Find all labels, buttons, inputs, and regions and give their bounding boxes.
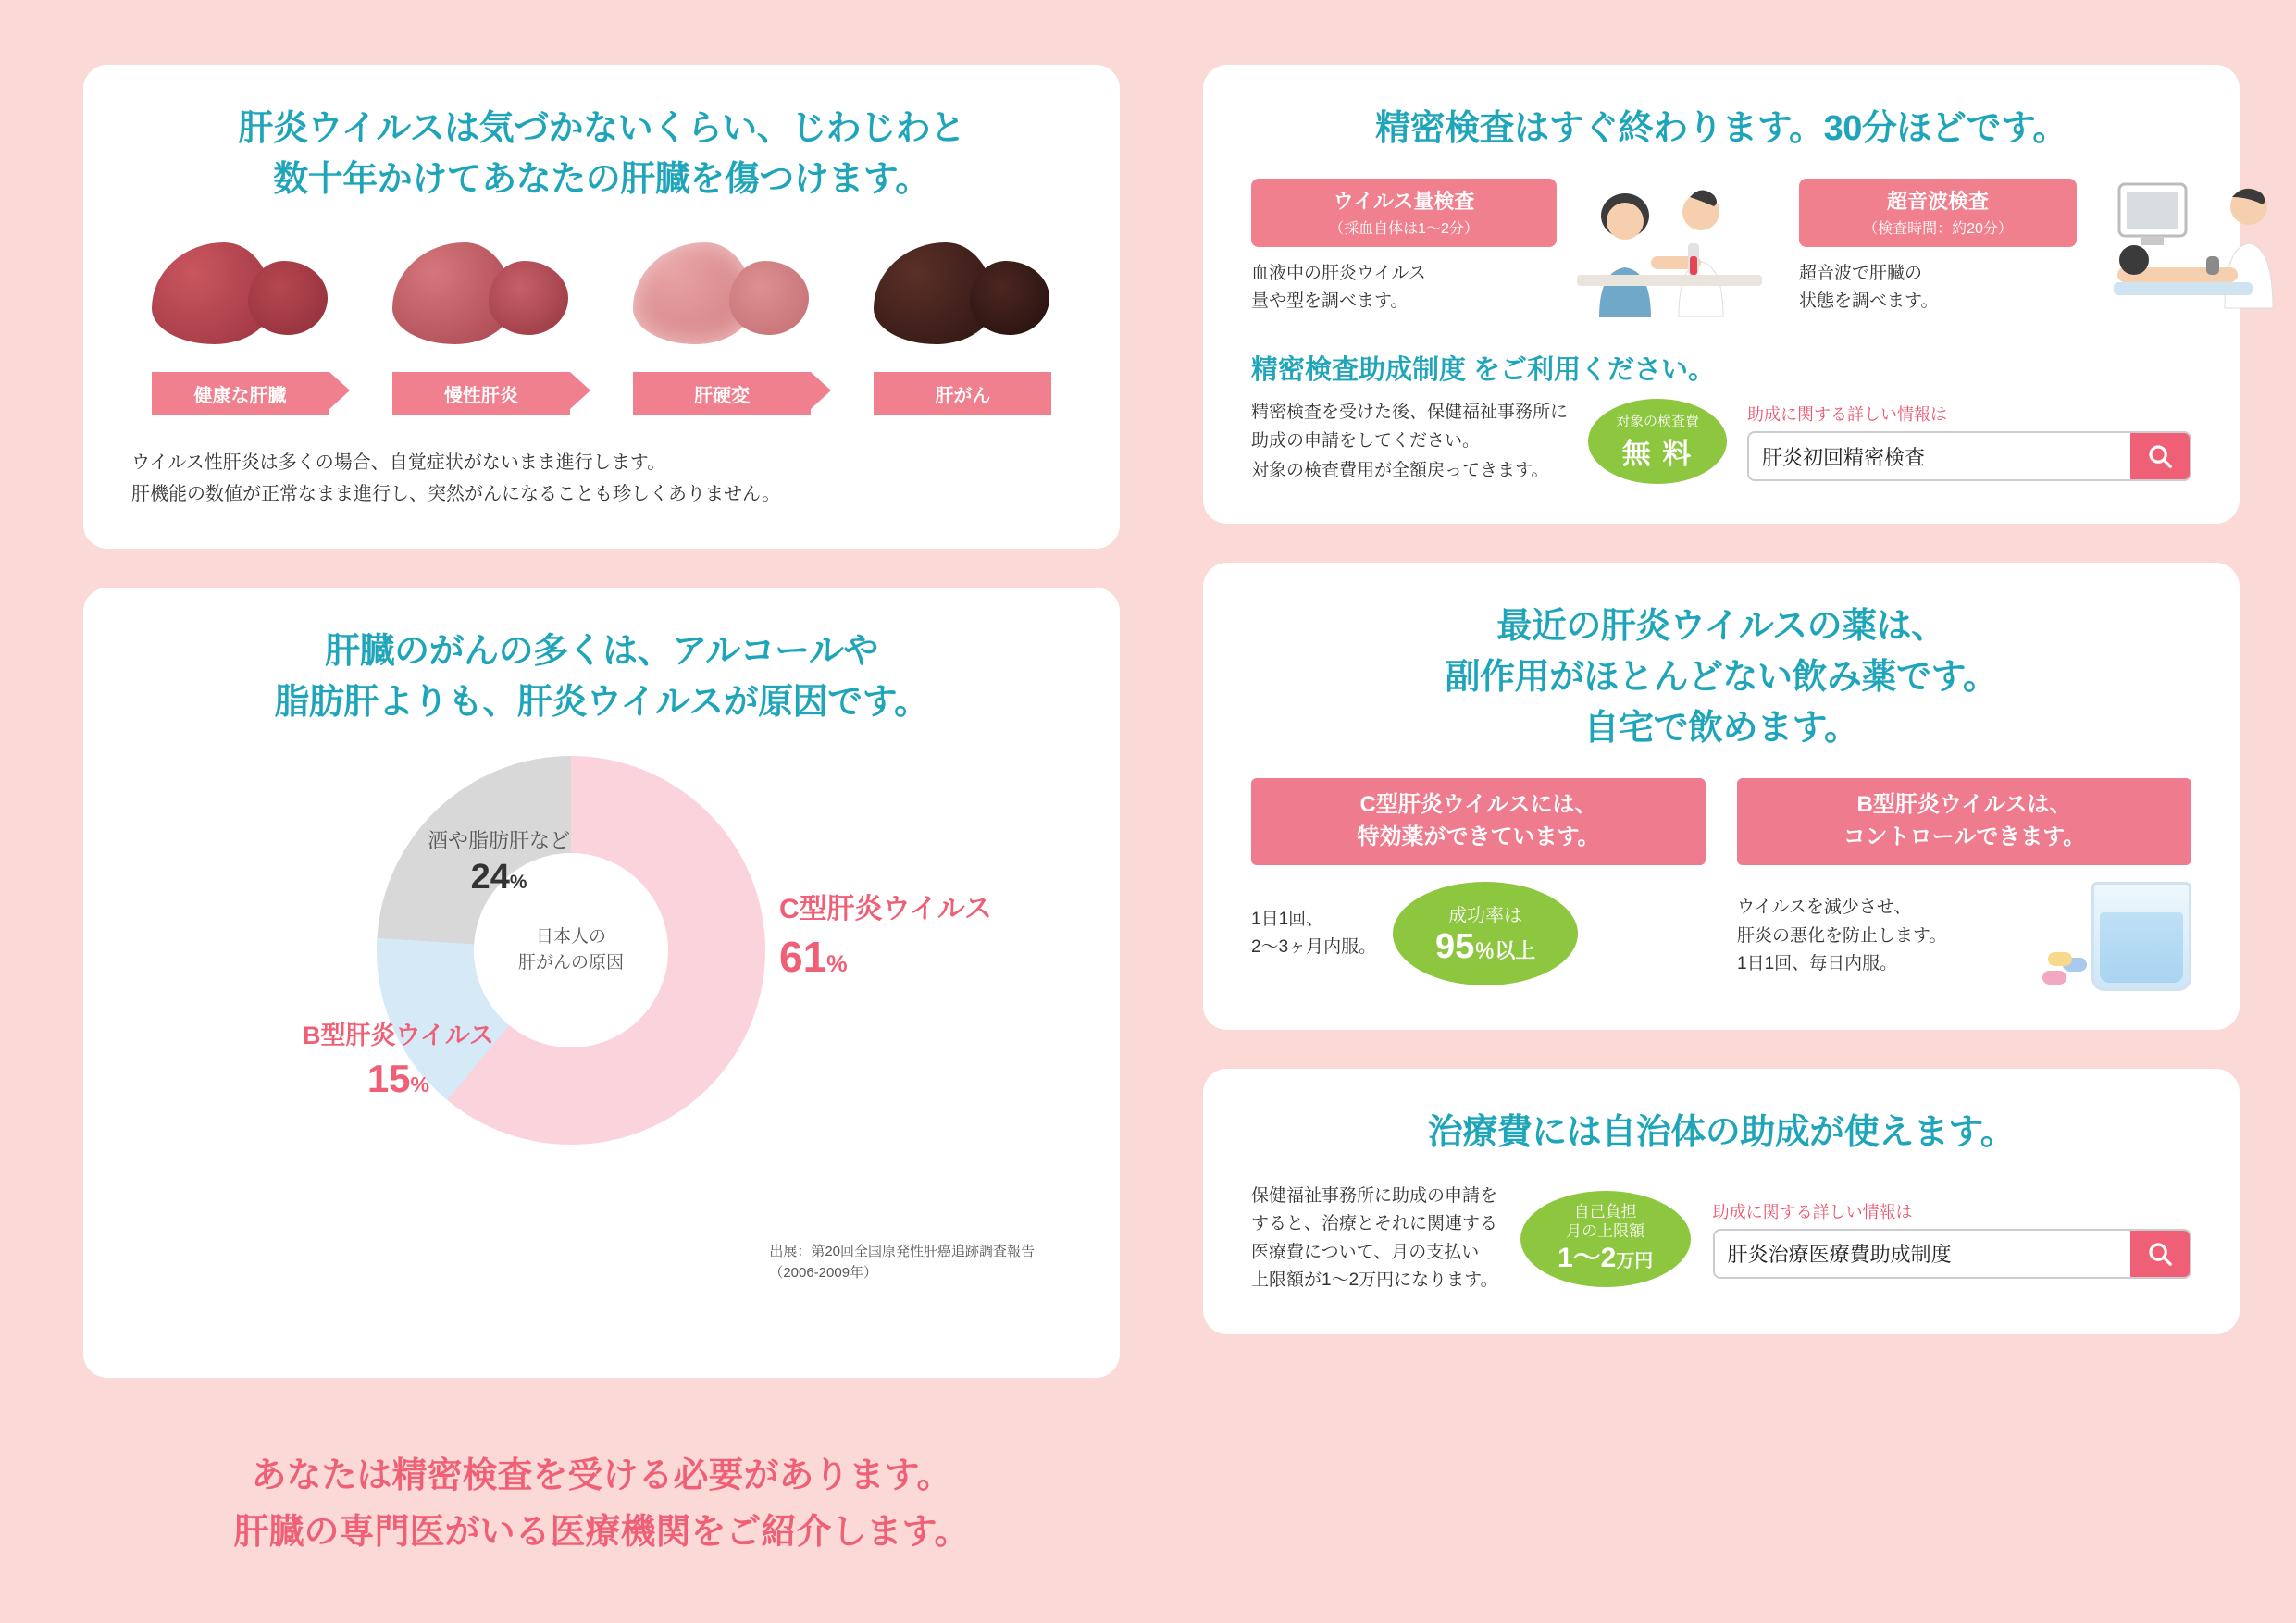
card5-title: 治療費には自治体の助成が使えます。 [1427,1113,2016,1152]
subsidy-row [1251,398,2191,485]
card3-title [131,626,1072,728]
medication-columns [1251,778,2191,991]
medication-b-heading [1737,778,2191,865]
medication-b-desc-line3: 1日1回、毎日内服。 [1737,954,1898,974]
exam-desc-line1: 超音波で肝臓の [1799,264,1923,284]
chart-source-line1: 出展：第20回全国原発性肝癌追跡調査報告 [769,1244,1035,1260]
slice-label-other [428,825,570,898]
exam-tag-sub: （検査時間：約20分） [1863,221,2013,238]
treatment-text-line2: すると、治療とそれに関連する [1251,1214,1498,1234]
search-lead: 助成に関する詳しい情報は [1712,1202,1913,1221]
slice-label-c-unit: % [826,951,848,978]
search-input-treatment[interactable]: 肝炎治療医療費助成制度 [1727,1243,1952,1267]
bottom-message [83,1448,1120,1561]
card1-title-line1: 肝炎ウイルスは気づかないくらい、じわじわと [238,109,965,148]
liver-stage-list [141,229,1062,415]
card3-title-line1: 肝臓のがんの多くは、アルコールや [325,632,878,672]
medication-b-heading-line1: B型肝炎ウイルスは、 [1856,792,2072,818]
medication-b-heading-line2: コントロールできます。 [1843,824,2086,850]
slice-label-other-unit: % [509,872,527,894]
healthy-liver-icon [148,229,333,359]
medication-c-desc [1251,906,1376,962]
pills-icon [2042,948,2092,985]
card4-title-line1: 最近の肝炎ウイルスの薬は、 [1496,607,1946,647]
success-rate-badge [1393,882,1578,985]
exam-desc-line2: 状態を調べます。 [1799,291,1939,312]
search-bar-exam[interactable] [1747,431,2191,481]
slice-label-b-value: 15 [366,1057,411,1101]
exam-tag-ultrasound [1799,179,2077,247]
subsidy-text [1251,398,1568,485]
search-block-treatment [1713,1199,2191,1279]
card-cause-chart [83,588,1120,1378]
card3-title-line2: 脂肪肝よりも、肝炎ウイルスが原因です。 [274,683,929,723]
medication-b-desc-line2: 肝炎の悪化を防止します。 [1737,925,1947,946]
treatment-subsidy-text [1251,1183,1498,1295]
slice-label-hepatitis-c [779,886,992,982]
success-rate-unit: ％以上 [1474,939,1536,962]
subsidy-text-line2: 助成の申請をしてください。 [1251,431,1481,452]
free-badge-top: 対象の検査費 [1616,414,1700,430]
donut-center-line2: 肝がんの原因 [517,953,624,973]
search-input-exam[interactable]: 肝炎初回精密検査 [1762,445,1926,469]
subsidy-heading: 精密検査助成制度 をご利用ください。 [1251,355,1716,386]
card2-title: 精密検査はすぐ終わります。30分ほどです。 [1375,109,2067,148]
medication-c-desc-line2: 2〜3ヶ月内服。 [1251,937,1377,957]
ultrasound-illustration [2110,179,2296,317]
limit-badge-line1: 自己負担 [1573,1202,1637,1220]
search-block-exam [1747,402,2191,481]
liver-stage-item [863,229,1062,415]
exam-item-ultrasound [1799,179,2296,317]
liver-stage-label: 健康な肝臓 [152,372,329,415]
exam-list [1251,179,2191,317]
treatment-text-line3: 医療費について、月の支払い [1251,1242,1480,1262]
medication-c-desc-line1: 1日1回、 [1251,909,1324,929]
free-cost-badge [1588,399,1727,484]
limit-badge-value: 1〜2 [1557,1243,1617,1274]
card-examination [1203,65,2240,524]
liver-stage-item [141,229,340,415]
limit-badge-line2: 月の上限額 [1566,1222,1645,1241]
card1-title [131,104,1072,205]
treatment-subsidy-row [1251,1183,2191,1295]
treatment-text-line1: 保健福祉事務所に助成の申請を [1251,1186,1498,1207]
exam-tag-title: 超音波検査 [1886,190,1989,214]
exam-desc-ultrasound [1799,260,2104,316]
success-rate-value: 95 [1434,927,1475,966]
medication-c-heading-line2: 特効薬ができています。 [1357,824,1600,850]
exam-tag-virus-load [1251,179,1557,247]
medication-hepatitis-c [1251,778,1706,991]
medication-hepatitis-b [1737,778,2191,991]
liver-stage-label: 肝硬変 [633,372,811,415]
bottom-message-line1: あなたは精密検査を受ける必要があります。 [251,1456,952,1496]
liver-stage-label: 慢性肝炎 [392,372,570,415]
card1-title-line2: 数十年かけてあなたの肝臓を傷つけます。 [273,160,930,200]
donut-center-line1: 日本人の [535,926,606,947]
card1-note-line1: ウイルス性肝炎は多くの場合、自覚症状がないまま進行します。 [131,452,666,474]
exam-subsidy-section [1251,345,2191,485]
card-medication [1203,563,2240,1030]
search-icon[interactable] [2130,1231,2190,1277]
treatment-text-line4: 上限額が1〜2万円になります。 [1251,1270,1498,1291]
card-treatment-subsidy [1203,1069,2240,1334]
right-column [1203,65,2240,1561]
blood-draw-illustration [1562,179,1775,317]
exam-desc-virus-load [1251,260,1557,316]
chart-source [769,1242,1035,1283]
liver-stage-item [623,229,822,415]
medication-c-heading-line1: C型肝炎ウイルスには、 [1359,792,1597,818]
card1-note-line2: 肝機能の数値が正常なまま進行し、突然がんになることも珍しくありません。 [131,484,781,505]
chronic-hepatitis-liver-icon [389,229,574,359]
exam-item-virus-load [1251,179,1775,317]
limit-badge-unit: 万円 [1616,1251,1654,1272]
chart-source-line2: （2006-2009年） [769,1264,878,1281]
medication-c-heading [1251,778,1706,865]
slice-label-hepatitis-b [303,1015,494,1101]
liver-stage-item [381,229,580,415]
search-bar-treatment[interactable] [1713,1229,2191,1279]
self-payment-limit-badge [1520,1191,1691,1287]
slice-label-c-value: 61 [779,933,827,982]
slice-label-c-name: C型肝炎ウイルス [779,894,992,925]
cirrhosis-liver-icon [629,229,814,359]
medication-b-desc-line1: ウイルスを減少させ、 [1737,898,1912,918]
card1-note [131,447,1072,510]
subsidy-text-line3: 対象の検査費用が全額戻ってきます。 [1251,460,1549,480]
success-rate-top: 成功率は [1448,906,1523,926]
liver-stage-label: 肝がん [874,372,1051,415]
card4-title [1251,601,2191,754]
card4-title-line2: 副作用がほとんどない飲み薬です。 [1445,658,1998,698]
subsidy-text-line1: 精密検査を受けた後、保健福祉事務所に [1251,403,1569,423]
liver-cancer-icon [870,229,1055,359]
exam-tag-sub: （採血自体は1〜2分） [1329,221,1479,238]
search-icon[interactable] [2130,433,2190,479]
water-glass-icon [2091,882,2191,991]
left-column [83,65,1120,1561]
slice-label-b-unit: % [410,1072,430,1097]
slice-label-other-name: 酒や脂肪肝など [428,829,571,853]
medication-c-body [1251,882,1706,985]
medication-b-desc [1737,894,2075,978]
slice-label-b-name: B型肝炎ウイルス [303,1022,494,1050]
slice-label-other-value: 24 [470,858,510,898]
card4-title-line3: 自宅で飲めます。 [1583,709,1859,749]
exam-desc-line2: 量や型を調べます。 [1251,291,1409,312]
cause-donut-chart [131,747,1072,1339]
card-liver-progression [83,65,1120,549]
exam-desc-line1: 血液中の肝炎ウイルス [1251,264,1426,284]
medication-b-body [1737,882,2191,991]
free-badge-main: 無 料 [1621,438,1694,471]
exam-tag-title: ウイルス量検査 [1333,190,1475,214]
bottom-message-line2: 肝臓の専門医がいる医療機関をご紹介します。 [233,1513,970,1553]
search-lead: 助成に関する詳しい情報は [1747,405,1948,425]
